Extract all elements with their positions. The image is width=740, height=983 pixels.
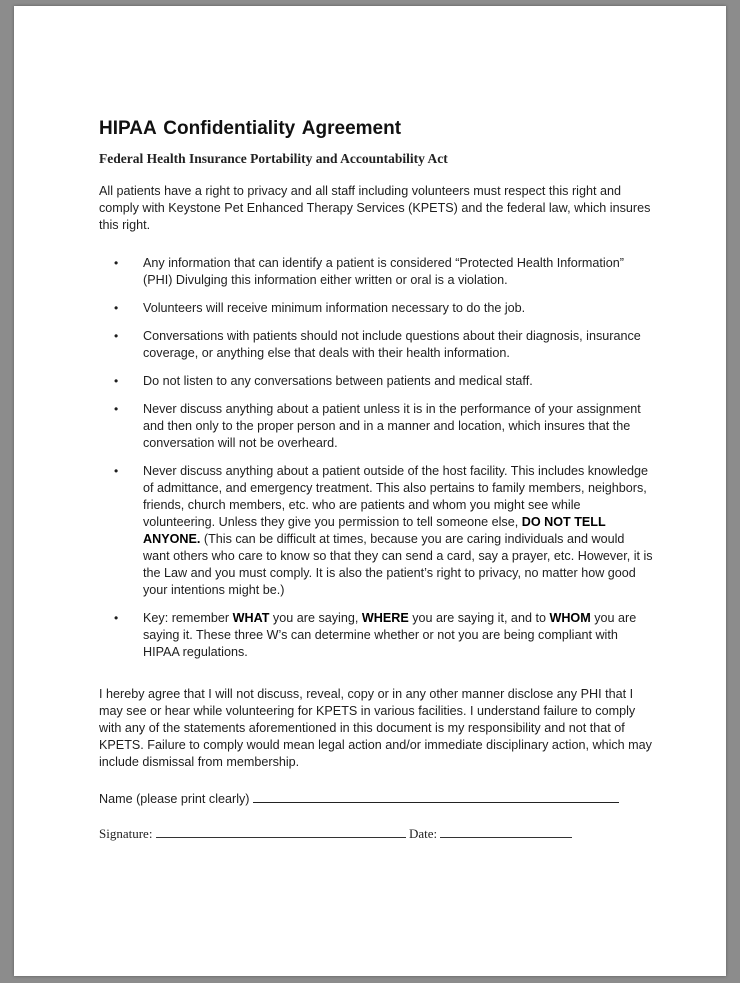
bullet-icon: •: [114, 611, 119, 625]
bullet-icon: •: [114, 374, 119, 388]
bullet-icon: •: [114, 256, 119, 270]
bullet-icon: •: [114, 301, 119, 315]
agreement-paragraph: I hereby agree that I will not discuss, reveal, copy or in any other manner disclose any PHI that I may see or hear while volunteering for KPETS in various facilities. I understand failure to comply with any of the statements aforementioned in this document is my responsibility and not that of KPETS. Failure to comply would mean legal action and/or immediate disciplinary action, which may include dismissal from membership.: [99, 687, 652, 769]
list-item: [114, 328, 654, 362]
signature-field[interactable]: [156, 825, 406, 838]
list-item: [114, 373, 654, 390]
date-field[interactable]: [440, 825, 572, 838]
list-item-text: you are saying it. These three W’s can determine whether or not you are being compliant with HIPAA regulations.: [143, 611, 637, 659]
name-label: Name (please print clearly): [99, 792, 250, 806]
list-item-text: Any information that can identify a patient is considered “Protected Health Information” (PHI) Divulging this information either written or oral is a violation.: [143, 256, 624, 287]
list-item: [114, 401, 654, 452]
signature-row: [99, 825, 572, 842]
emphasis-text: WHERE: [361, 611, 409, 625]
list-item-text: Conversations with patients should not include questions about their diagnosis, insurance coverage, or anything else that deals with their health information.: [143, 329, 641, 360]
list-item-text: (This can be difficult at times, because you are caring individuals and would want others who care to know so that they can send a card, say a prayer, etc. However, it is the Law and you must comply. It is also the patient’s right to privacy, no matter how good your intentions might be.): [143, 532, 653, 597]
list-item-text: Do not listen to any conversations between patients and medical staff.: [143, 374, 533, 388]
emphasis-text: WHOM: [549, 611, 591, 625]
name-field-row: [99, 790, 619, 806]
list-item-text: Key: remember: [143, 611, 233, 625]
signature-label: Signature:: [99, 826, 153, 841]
list-item: [114, 610, 654, 661]
list-item-text: you are saying,: [269, 611, 362, 625]
emphasis-text: DO NOT TELL ANYONE.: [143, 515, 606, 546]
list-item-text: Volunteers will receive minimum information necessary to do the job.: [143, 301, 526, 315]
intro-paragraph: All patients have a right to privacy and all staff including volunteers must respect this right and comply with Keystone Pet Enhanced Therapy Services (KPETS) and the federal law, which insures this right.: [99, 184, 651, 232]
list-item-text: Never discuss anything about a patient unless it is in the performance of your assignment and then only to the proper person and in a manner and location, which insures that the conversation will not be overheard.: [143, 402, 641, 450]
emphasis-text: WHAT: [232, 611, 270, 625]
document-subtitle: Federal Health Insurance Portability and Accountability Act: [99, 151, 448, 166]
bullet-icon: •: [114, 464, 119, 478]
bullet-icon: •: [114, 329, 119, 343]
list-item-text: you are saying it, and to: [408, 611, 550, 625]
document-title: HIPAA Confidentiality Agreement: [99, 118, 402, 139]
rules-list: [114, 255, 654, 672]
list-item: [114, 463, 654, 599]
date-label: Date:: [408, 826, 438, 841]
list-item: [114, 255, 654, 289]
list-item: [114, 300, 654, 317]
document-page: [14, 6, 726, 976]
list-item-text: Never discuss anything about a patient outside of the host facility. This includes knowledge of admittance, and emergency treatment. This also pertains to family members, neighbors, friends, church members, etc. who are patients and whom you might see while volunteering. Unless they give you permission to tell someone else,: [143, 464, 648, 529]
bullet-icon: •: [114, 402, 119, 416]
name-field[interactable]: [253, 790, 619, 803]
